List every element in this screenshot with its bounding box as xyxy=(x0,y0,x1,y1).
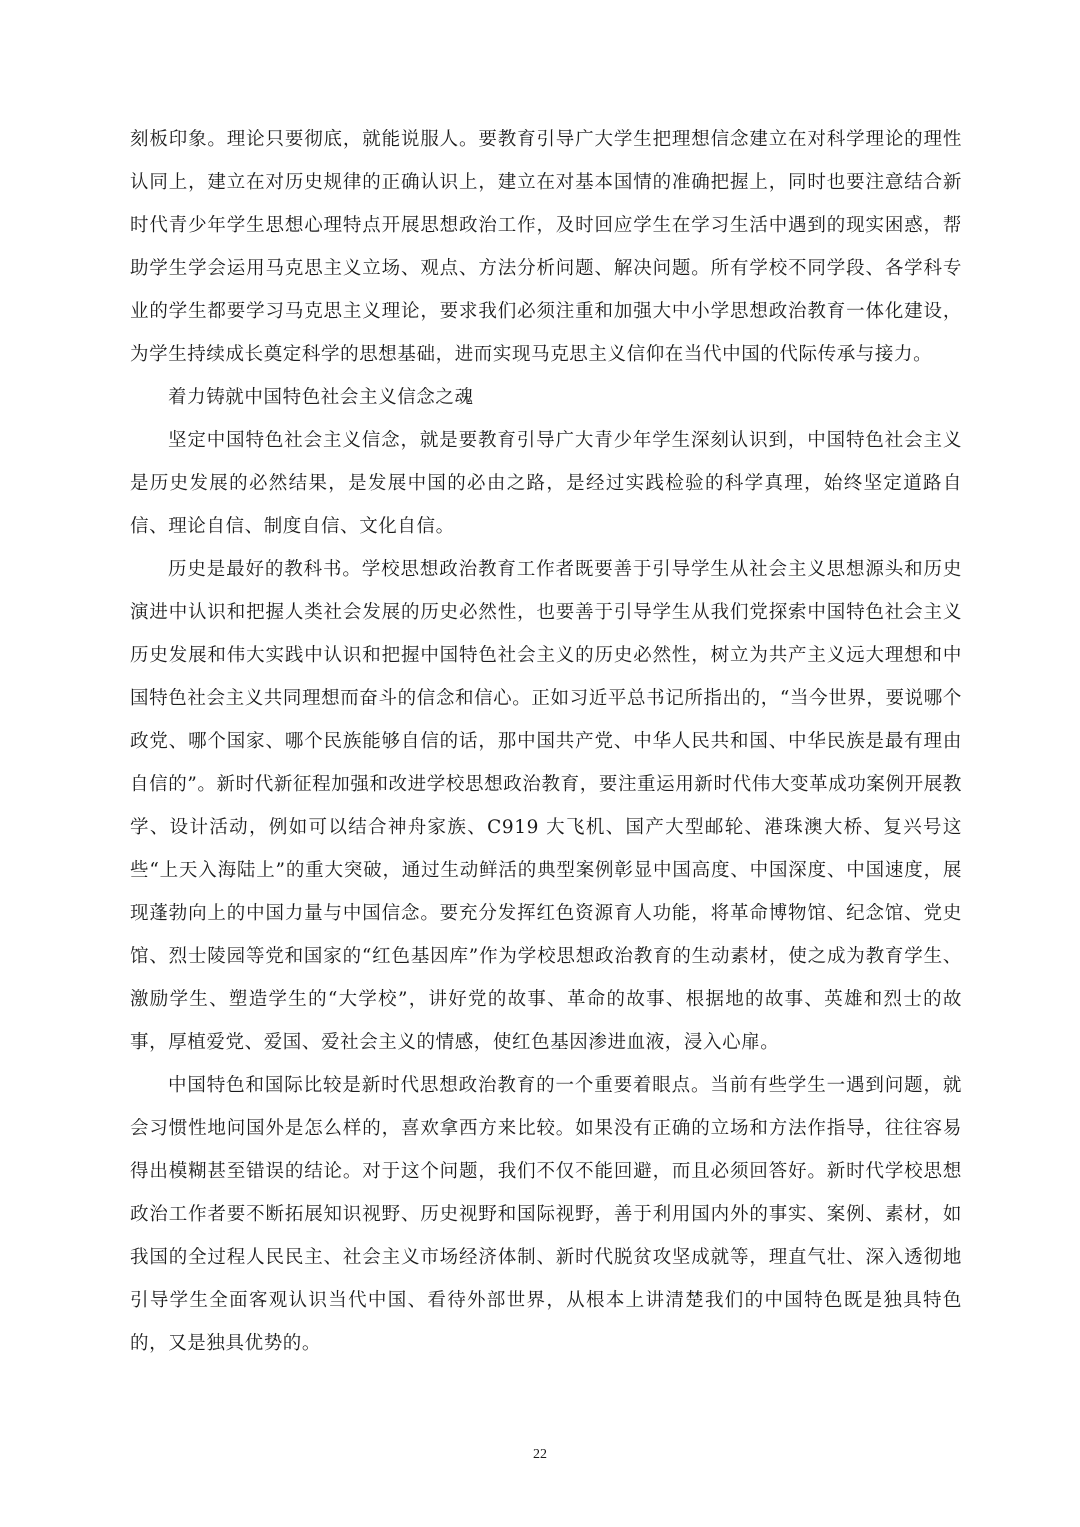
section-heading: 着力铸就中国特色社会主义信念之魂 xyxy=(168,387,474,408)
paragraph: 中国特色和国际比较是新时代思想政治教育的一个重要着眼点。当前有些学生一遇到问题，就会习惯性地问国外是怎么样的，喜欢拿西方来比较。如果没有正确的立场和方法作指导，往往容易得出模糊甚至错误的结论。对于这个问题，我们不仅不能回避，而且必须回答好。新时代学校思想政治工作者要不断拓展知识视野、历史视野和国际视野，善于利用国内外的事实、案例、素材，如我国的全过程人民民主、社会主义市场经济体制、新时代脱贫攻坚成就等，理直气壮、深入透彻地引导学生全面客观认识当代中国、看待外部世界，从根本上讲清楚我们的中国特色既是独具特色的，又是独具优势的。 xyxy=(130,1075,962,1354)
paragraph-continuation: 刻板印象。理论只要彻底，就能说服人。要教育引导广大学生把理想信念建立在对科学理论的理性认同上，建立在对历史规律的正确认识上，建立在对基本国情的准确把握上，同时也要注意结合新时代青少年学生思想心理特点开展思想政治工作，及时回应学生在学习生活中遇到的现实困惑，帮助学生学会运用马克思主义立场、观点、方法分析问题、解决问题。所有学校不同学段、各学科专业的学生都要学习马克思主义理论，要求我们必须注重和加强大中小学思想政治教育一体化建设，为学生持续成长奠定科学的思想基础，进而实现马克思主义信仰在当代中国的代际传承与接力。 xyxy=(130,129,962,365)
paragraph: 坚定中国特色社会主义信念，就是要教育引导广大青少年学生深刻认识到，中国特色社会主义是历史发展的必然结果，是发展中国的必由之路，是经过实践检验的科学真理，始终坚定道路自信、理论自信、制度自信、文化自信。 xyxy=(130,430,962,537)
document-body xyxy=(130,118,962,1365)
page-number: 22 xyxy=(533,1447,547,1462)
paragraph: 历史是最好的教科书。学校思想政治教育工作者既要善于引导学生从社会主义思想源头和历史演进中认识和把握人类社会发展的历史必然性，也要善于引导学生从我们党探索中国特色社会主义历史发展和伟大实践中认识和把握中国特色社会主义的历史必然性，树立为共产主义远大理想和中国特色社会主义共同理想而奋斗的信念和信心。正如习近平总书记所指出的，“当今世界，要说哪个政党、哪个国家、哪个民族能够自信的话，那中国共产党、中华人民共和国、中华民族是最有理由自信的”。新时代新征程加强和改进学校思想政治教育，要注重运用新时代伟大变革成功案例开展教学、设计活动，例如可以结合神舟家族、C919 大飞机、国产大型邮轮、港珠澳大桥、复兴号这些“上天入海陆上”的重大突破，通过生动鲜活的典型案例彰显中国高度、中国深度、中国速度，展现蓬勃向上的中国力量与中国信念。要充分发挥红色资源育人功能，将革命博物馆、纪念馆、党史馆、烈士陵园等党和国家的“红色基因库”作为学校思想政治教育的生动素材，使之成为教育学生、激励学生、塑造学生的“大学校”，讲好党的故事、革命的故事、根据地的故事、英雄和烈士的故事，厚植爱党、爱国、爱社会主义的情感，使红色基因渗进血液，浸入心扉。 xyxy=(130,559,962,1053)
